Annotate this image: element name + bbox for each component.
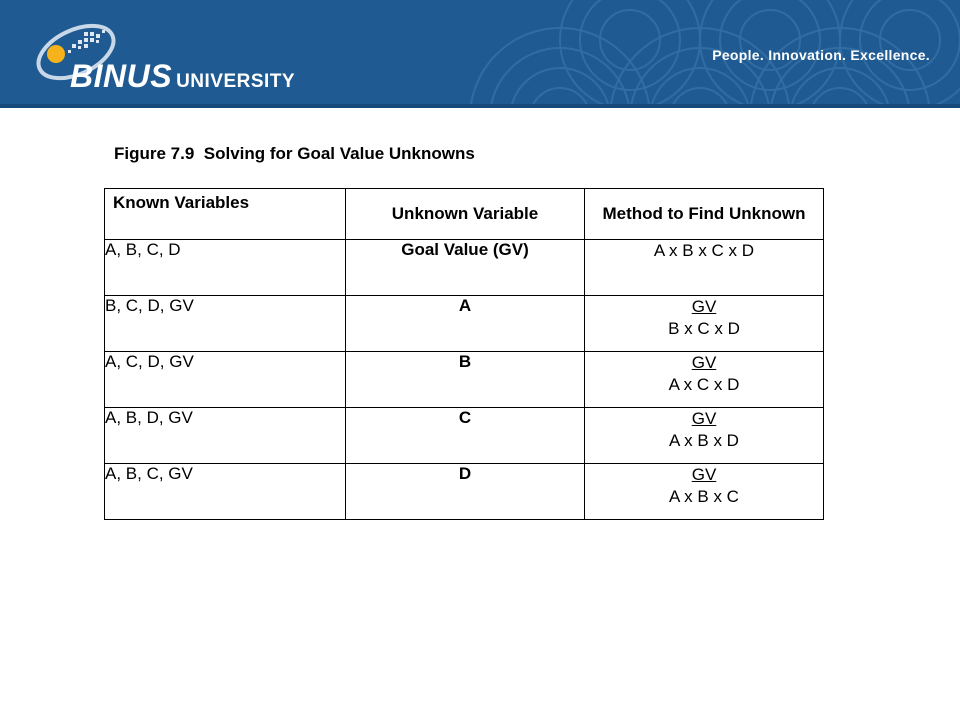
known-variables-cell: A, B, C, D [105,240,346,296]
brand-sub: UNIVERSITY [176,71,296,92]
method-cell [585,464,824,520]
method-denominator: A x C x D [668,375,740,394]
known-variables-cell: A, B, D, GV [105,408,346,464]
header-banner [0,0,960,108]
table-row [105,296,824,352]
method-cell [585,408,824,464]
table-row [105,240,824,296]
method-numerator: GV [691,353,717,372]
known-variables-cell: A, C, D, GV [105,352,346,408]
table-row [105,464,824,520]
banner-divider [0,104,960,108]
header-unknown-variable: Unknown Variable [346,189,585,240]
method-numerator: GV [691,409,717,428]
table-row [105,352,824,408]
tagline: People. Innovation. Excellence. [712,47,930,63]
method-numerator: GV [691,297,717,316]
figure-title: Figure 7.9 Solving for Goal Value Unknowns [114,144,475,163]
method-denominator: A x B x D [669,431,739,450]
method-cell [585,296,824,352]
goal-value-table [104,188,824,520]
method-denominator: B x C x D [668,319,740,338]
known-variables-cell: B, C, D, GV [105,296,346,352]
header-method: Method to Find Unknown [585,189,824,240]
unknown-variable-cell: C [346,408,585,464]
method-denominator: A x B x C [669,487,739,506]
brand-wordmark [70,58,295,95]
unknown-variable-cell: A [346,296,585,352]
method-cell [585,352,824,408]
table-header-row [105,189,824,240]
method-numerator: GV [691,465,717,484]
known-variables-cell: A, B, C, GV [105,464,346,520]
unknown-variable-cell: D [346,464,585,520]
method-cell [585,240,824,296]
unknown-variable-cell: B [346,352,585,408]
method-formula: A x B x C x D [653,241,755,260]
header-known-variables: Known Variables [105,189,346,240]
unknown-variable-cell: Goal Value (GV) [346,240,585,296]
brand-main: BINUS [70,58,173,94]
table-row [105,408,824,464]
